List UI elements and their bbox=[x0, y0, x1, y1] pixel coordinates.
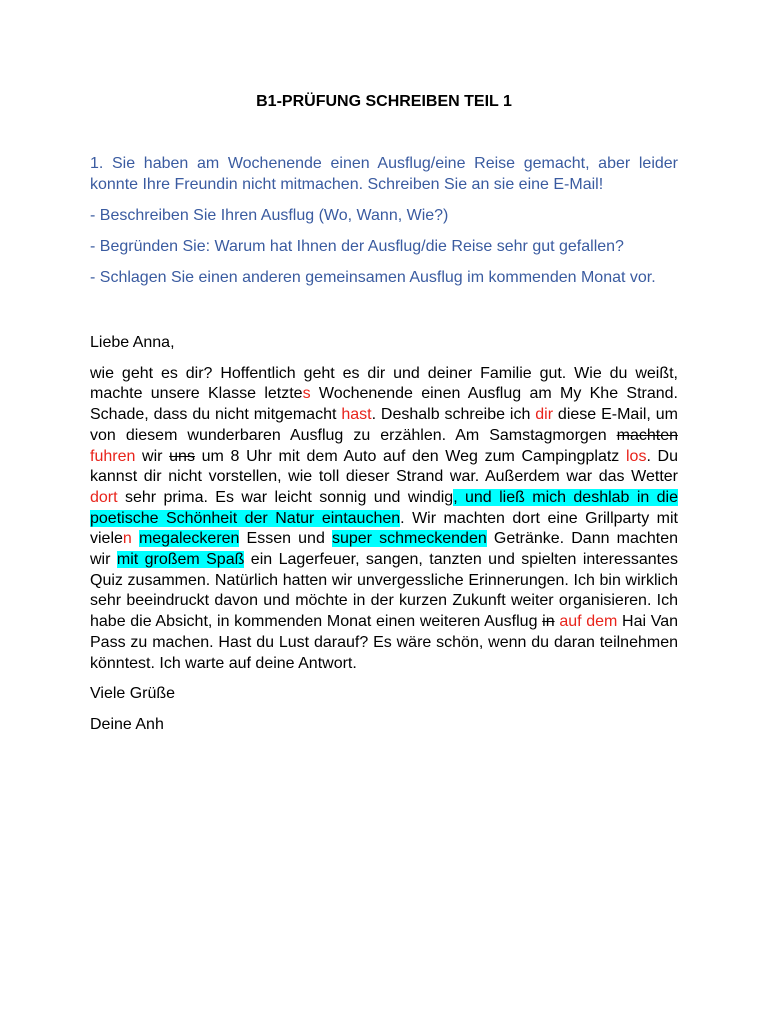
correction-text: fuhren bbox=[90, 447, 136, 465]
letter-text: . Du kannst dir nicht vorstellen, wie toll dieser Strand war. Außerdem war das Wetter bbox=[90, 447, 679, 486]
correction-text: n bbox=[122, 530, 132, 548]
letter-text: Wochenende einen Ausflug am My Khe Strand. Schade, dass du nicht mitgemacht bbox=[90, 385, 679, 424]
task-prompt: 1. Sie haben am Wochenende einen Ausflug/eine Reise gemacht, aber leider konnte Ihre Freundin nicht mitmachen. Schreiben Sie an sie eine E-Mail! bbox=[90, 155, 678, 193]
highlighted-text: , und ließ mich deshlab in die poetische Schönheit der Natur eintauchen bbox=[90, 488, 678, 527]
letter-text: Hai Van Pass zu machen. Hast du Lust darauf? Es wäre schön, wenn du daran teilnehmen könntest. Ich warte auf deine Antwort. bbox=[90, 613, 679, 672]
letter-text: . Wir machten dort eine Grillparty mit viele bbox=[90, 509, 678, 548]
struck-text: uns bbox=[169, 447, 195, 465]
struck-text: in bbox=[542, 613, 555, 631]
letter-body bbox=[90, 364, 678, 675]
letter-text: wir bbox=[135, 447, 170, 465]
letter-text: ein Lagerfeuer, sangen, tanzten und spielten interessantes Quiz zusammen. Natürlich hatten wir unvergessliche Erinnerungen. Ich bin wirklich sehr beeindruckt davon und möchte in der kurzen Zukunft weiter organisieren. Ich habe die Absicht, in kommenden Monat einen weiteren Ausflug bbox=[90, 551, 679, 631]
task-point: - Schlagen Sie einen anderen gemeinsamen Ausflug im kommenden Monat vor. bbox=[90, 269, 656, 286]
correction-text: s bbox=[302, 385, 311, 403]
letter bbox=[90, 333, 678, 746]
correction-text: los bbox=[625, 447, 647, 465]
letter-text: Getränke. Dann machten wir bbox=[90, 530, 678, 569]
letter-text: um 8 Uhr mit dem Auto auf den Weg zum Campingplatz bbox=[194, 447, 626, 465]
struck-text: machten bbox=[616, 426, 678, 444]
letter-signature: Deine Anh bbox=[90, 715, 164, 733]
task-point: - Begründen Sie: Warum hat Ihnen der Ausflug/die Reise sehr gut gefallen? bbox=[90, 238, 624, 255]
correction-text: dort bbox=[90, 488, 118, 506]
correction-text: dir bbox=[535, 406, 554, 424]
letter-text: diese E-Mail, um von diesem wunderbaren Ausflug zu erzählen. Am Samstagmorgen bbox=[90, 406, 678, 444]
document-title: B1-PRÜFUNG SCHREIBEN TEIL 1 bbox=[256, 93, 512, 110]
highlighted-text: super schmeckenden bbox=[331, 530, 487, 548]
letter-text: wie geht es dir? Hoffentlich geht es dir und deiner Familie gut. Wie du weißt, machte unsere Klasse letzte bbox=[90, 364, 678, 403]
letter-text: . Deshalb schreibe ich bbox=[371, 406, 536, 424]
correction-text: hast bbox=[341, 406, 372, 424]
highlighted-text: megaleckeren bbox=[138, 530, 240, 548]
task-point: - Beschreiben Sie Ihren Ausflug (Wo, Wann, Wie?) bbox=[90, 207, 449, 224]
correction-text: auf dem bbox=[559, 613, 618, 631]
letter-text: Essen und bbox=[239, 530, 332, 548]
letter-greeting: Liebe Anna, bbox=[90, 334, 175, 351]
letter-closing: Viele Grüße bbox=[90, 685, 176, 703]
letter-text: sehr prima. Es war leicht sonnig und windig bbox=[117, 488, 454, 506]
letter-text bbox=[132, 530, 139, 547]
highlighted-text: mit großem Spaß bbox=[116, 551, 245, 569]
task-block bbox=[90, 153, 678, 298]
